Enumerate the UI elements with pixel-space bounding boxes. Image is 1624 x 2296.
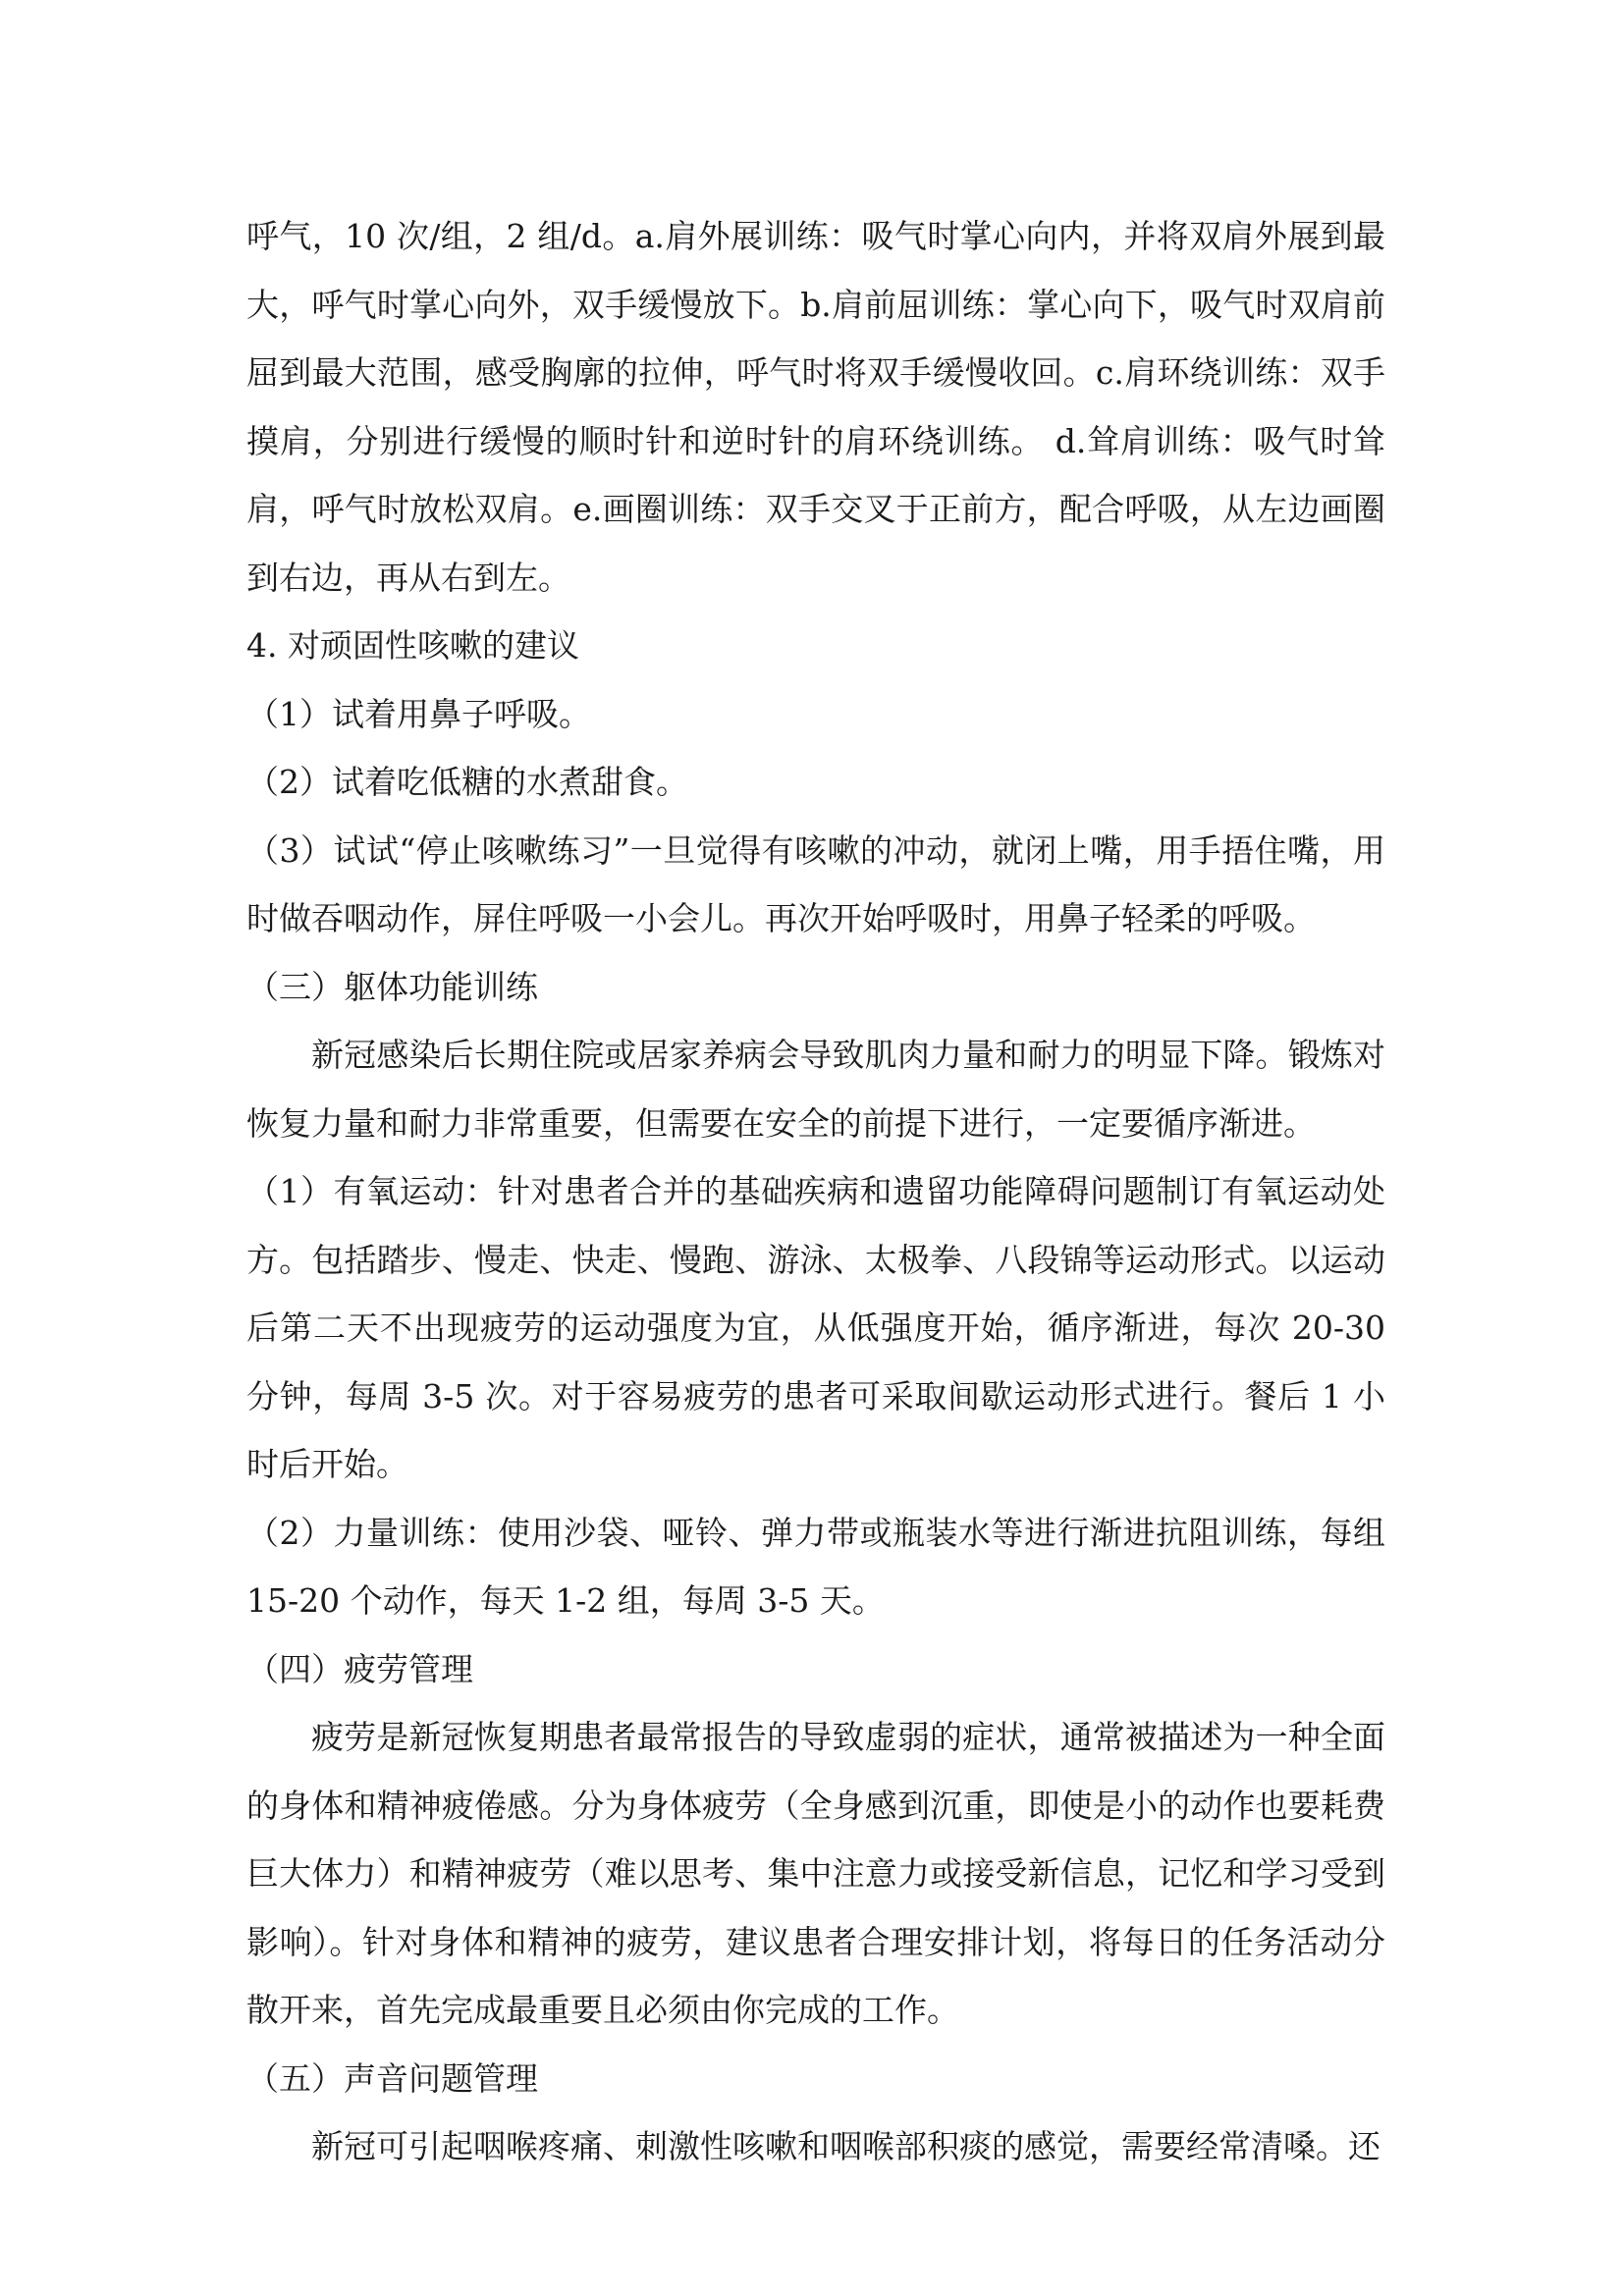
list-item-cough-advice-1: （1）试着用鼻子呼吸。 <box>246 694 591 733</box>
list-item-cough-advice-2: （2）试着吃低糖的水煮甜食。 <box>246 763 688 801</box>
paragraph-shoulder-training: 呼气，10 次/组，2 组/d。a.肩外展训练：吸气时掌心向内，并将双肩外展到最大，呼气时掌心向外，双手缓慢放下。b.肩前屈训练：掌心向下，吸气时双肩前屈到最大范围，感受胸廓的拉伸，呼气时将双手缓慢收回。c.肩环绕训练：双手摸肩，分别进行缓慢的顺时针和逆时针的肩环绕训练。 d.耸肩训练：吸气时耸肩，呼气时放松双肩。e.画圈训练：双手交叉于正前方，配合呼吸，从左边画圈到右边，再从右到左。 <box>246 217 1385 597</box>
list-item-strength-training: （2）力量训练：使用沙袋、哑铃、弹力带或瓶装水等进行渐进抗阻训练，每组 15-20 个动作，每天 1-2 组，每周 3-5 天。 <box>246 1513 1385 1620</box>
section-heading-body-function-training: （三）躯体功能训练 <box>246 967 538 1006</box>
heading-cough-advice: 4. 对顽固性咳嗽的建议 <box>246 626 579 665</box>
document-body <box>246 202 1385 2181</box>
section-heading-fatigue-management: （四）疲劳管理 <box>246 1649 473 1688</box>
list-item-aerobic-exercise: （1）有氧运动：针对患者合并的基础疾病和遗留功能障碍问题制订有氧运动处方。包括踏步、慢走、快走、慢跑、游泳、太极拳、八段锦等运动形式。以运动后第二天不出现疲劳的运动强度为宜，从低强度开始，循序渐进，每次 20-30 分钟，每周 3-5 次。对于容易疲劳的患者可采取间歇运动形式进行。餐后 1 小时后开始。 <box>246 1172 1385 1483</box>
list-item-cough-advice-3: （3）试试“停止咳嗽练习”一旦觉得有咳嗽的冲动，就闭上嘴，用手捂住嘴，用时做吞咽动作，屏住呼吸一小会儿。再次开始呼吸时，用鼻子轻柔的呼吸。 <box>246 830 1385 937</box>
section-heading-voice-management: （五）声音问题管理 <box>246 2058 538 2098</box>
paragraph-body-function-intro: 新冠感染后长期住院或居家养病会导致肌肉力量和耐力的明显下降。锻炼对恢复力量和耐力非常重要，但需要在安全的前提下进行，一定要循序渐进。 <box>246 1036 1385 1143</box>
paragraph-fatigue-management: 疲劳是新冠恢复期患者最常报告的导致虚弱的症状，通常被描述为一种全面的身体和精神疲倦感。分为身体疲劳（全身感到沉重，即使是小的动作也要耗费巨大体力）和精神疲劳（难以思考、集中注意力或接受新信息，记忆和学习受到影响）。针对身体和精神的疲劳，建议患者合理安排计划，将每日的任务活动分散开来，首先完成最重要且必须由你完成的工作。 <box>246 1718 1385 2029</box>
paragraph-voice-management: 新冠可引起咽喉疼痛、刺激性咳嗽和咽喉部积痰的感觉，需要经常清嗓。还 <box>311 2127 1380 2165</box>
